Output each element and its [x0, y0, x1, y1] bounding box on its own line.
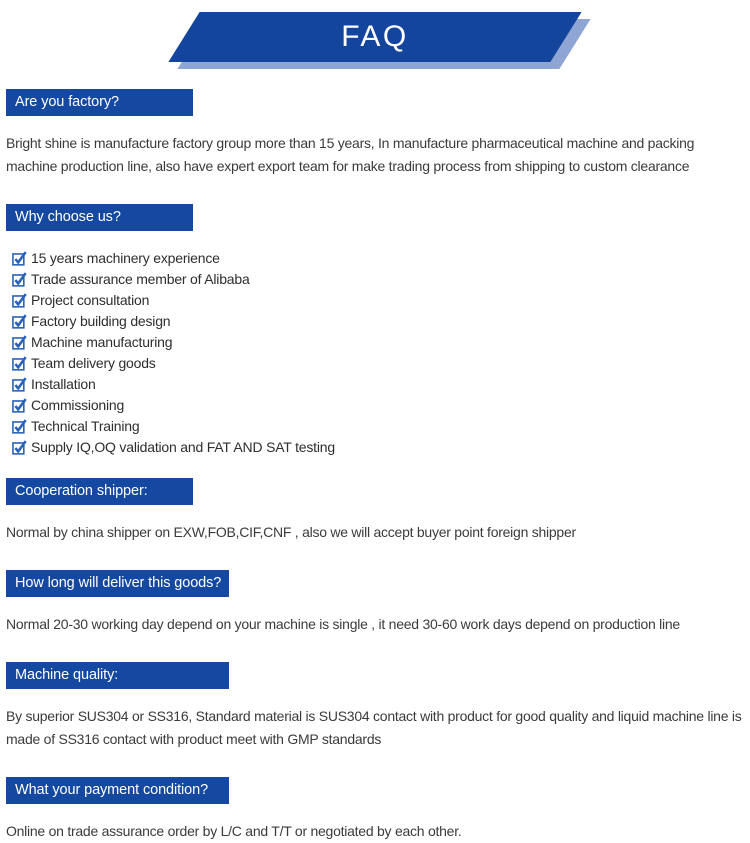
checklist-item-label: Trade assurance member of Alibaba: [31, 270, 250, 287]
checklist-item-label: 15 years machinery experience: [31, 249, 220, 266]
checked-checkbox-icon: [12, 355, 27, 371]
checklist-item-label: Team delivery goods: [31, 354, 156, 371]
section-paragraph: Online on trade assurance order by L/C and T/T or negotiated by each other.: [6, 823, 462, 839]
section-paragraph: Bright shine is manufacture factory group more than 15 years, In manufacture pharmaceutical machine and packing machine production line, also have expert export team for make trading process from shipping to custom clearance: [6, 135, 695, 174]
checklist-item: [12, 310, 744, 331]
checklist-item-label: Machine manufacturing: [31, 333, 173, 350]
checklist-item: [12, 268, 744, 289]
section-header: Cooperation shipper:: [6, 478, 193, 505]
faq-section: [6, 89, 744, 178]
faq-banner: [184, 12, 566, 62]
checklist-item-label: Technical Training: [31, 417, 140, 434]
faq-section: [6, 662, 744, 751]
section-header: Machine quality:: [6, 662, 229, 689]
checked-checkbox-icon: [12, 250, 27, 266]
checklist-item-label: Commissioning: [31, 396, 125, 413]
section-paragraph: Normal by china shipper on EXW,FOB,CIF,CNF , also we will accept buyer point foreign shipper: [6, 524, 576, 540]
checked-checkbox-icon: [12, 334, 27, 350]
faq-section: [6, 478, 744, 544]
checked-checkbox-icon: [12, 376, 27, 392]
why-choose-us-checklist: [6, 247, 744, 457]
checklist-item-label: Installation: [31, 375, 96, 392]
faq-section: [6, 777, 744, 843]
section-header: Are you factory?: [6, 89, 193, 116]
checklist-item: [12, 394, 744, 415]
checklist-item: [12, 373, 744, 394]
checklist-item: [12, 247, 744, 268]
checklist-item: [12, 352, 744, 373]
checked-checkbox-icon: [12, 271, 27, 287]
banner-title: FAQ: [341, 20, 409, 53]
faq-section: [6, 204, 744, 457]
checked-checkbox-icon: [12, 439, 27, 455]
checked-checkbox-icon: [12, 313, 27, 329]
checklist-item: [12, 289, 744, 310]
checklist-item: [12, 415, 744, 436]
section-header: Why choose us?: [6, 204, 193, 231]
section-paragraph: By superior SUS304 or SS316, Standard material is SUS304 contact with product for good quality and liquid machine line is made of SS316 contact with product meet with GMP standards: [6, 708, 742, 747]
section-paragraph: Normal 20-30 working day depend on your machine is single , it need 30-60 work days depend on production line: [6, 616, 680, 632]
checklist-item: [12, 331, 744, 352]
checked-checkbox-icon: [12, 397, 27, 413]
checked-checkbox-icon: [12, 292, 27, 308]
checklist-item-label: Supply IQ,OQ validation and FAT AND SAT testing: [31, 438, 335, 455]
faq-section: [6, 570, 744, 636]
checked-checkbox-icon: [12, 418, 27, 434]
checklist-item-label: Factory building design: [31, 312, 171, 329]
checklist-item-label: Project consultation: [31, 291, 150, 308]
section-header: What your payment condition?: [6, 777, 229, 804]
faq-sections: [6, 89, 744, 843]
checklist-item: [12, 436, 744, 457]
section-header: How long will deliver this goods?: [6, 570, 229, 597]
